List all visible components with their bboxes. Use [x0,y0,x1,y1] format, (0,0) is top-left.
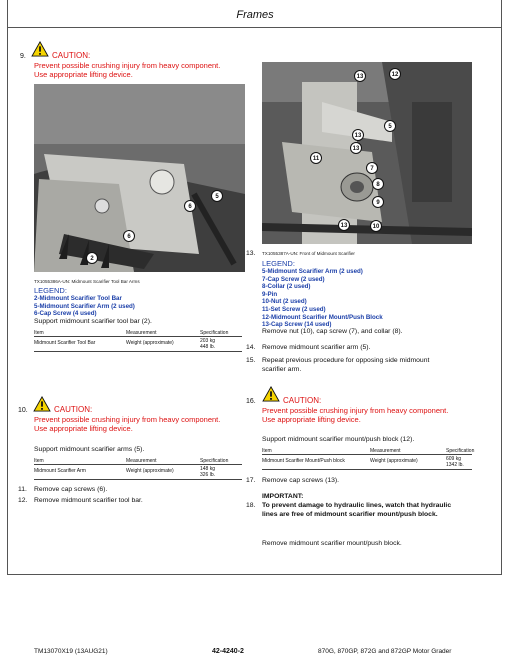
legend-item: 6-Cap Screw (4 used) [34,310,97,318]
important-text: lines are free of midmount scarifier mount/push block. [262,511,438,518]
spec-item: Midmount Scarifier Tool Bar [34,340,96,346]
spec-value: 203 kg [200,338,216,344]
caution-label: CAUTION: [52,51,91,60]
spec-header-item: Item [34,458,44,464]
step-number: 11. [18,486,27,493]
legend-item: 2-Midmount Scarifier Tool Bar [34,295,122,302]
warning-text: Prevent possible crushing injury from heavy component. [34,61,221,70]
legend-list [34,295,135,318]
warning-icon [33,396,51,417]
callout-9: 9 [372,196,384,208]
spec-item: Midmount Scarifier Arm [34,468,86,474]
spec-measurement: Weight (approximate) [126,468,174,474]
page-title: Frames [236,9,274,21]
caution-label: CAUTION: [283,396,322,405]
spec-table [34,458,242,486]
step-number: 15. [246,357,256,364]
table-rule [262,469,472,470]
important-text: To prevent damage to hydraulic lines, watch that hydraulic [262,502,452,509]
legend-item: 8-Collar (2 used) [262,283,311,291]
legend-item: 9-Pin [262,290,278,298]
spec-value: 1342 lb. [446,462,464,468]
warning-icon [262,386,280,407]
warning-text: Prevent possible crushing injury from heavy component. [262,406,449,415]
callout-12: 12 [389,68,401,80]
legend-item: 13-Cap Screw (14 used) [262,321,332,329]
callout-8: 8 [372,178,384,190]
callout-10: 10 [370,220,382,232]
instruction-text: Remove midmount scarifier arm (5). [262,344,371,351]
instruction-text: Remove cap screws (13). [262,477,340,484]
instruction-text: Remove cap screws (6). [34,486,108,493]
footer-page-number: 42-4240-2 [212,648,244,655]
callout-5: 5 [211,190,223,202]
callout-13: 13 [352,129,364,141]
important-label: IMPORTANT: [262,493,304,500]
spec-value: 609 kg [446,456,462,462]
instruction-text: Support midmount scarifier arms (5). [34,446,145,453]
table-rule [262,454,472,455]
figure-caption: TX1055386A-UN: Midmount Scarifier Tool Bar Arms [34,279,140,284]
warning-icon [31,41,49,62]
callout-13: 13 [350,142,362,154]
step-number: 10. [18,407,28,414]
instruction-text: Remove midmount scarifier mount/push block. [262,540,402,547]
callout-5: 5 [384,120,396,132]
spec-measurement: Weight (approximate) [370,458,418,464]
spec-header-specification: Specification [200,330,229,336]
table-rule [34,336,242,337]
instruction-text: Remove nut (10), cap screw (7), and collar (8). [262,328,403,335]
scarifier-tool-bar-photo [34,84,245,272]
legend-item: 10-Nut (2 used) [262,298,307,306]
spec-value: 326 lb. [200,472,216,478]
warning-text: Use appropriate lifting device. [262,415,361,424]
table-rule [34,464,242,465]
callout-6: 6 [123,230,135,242]
spec-table [262,448,475,476]
legend-item: 12-Midmount Scarifier Mount/Push Block [262,313,383,321]
callout-2: 2 [86,252,98,264]
callout-6: 6 [184,200,196,212]
spec-header-specification: Specification [446,448,475,454]
header-divider [7,27,502,28]
step-number: 17. [246,477,256,484]
spec-header-measurement: Measurement [126,458,157,464]
caution-label: CAUTION: [54,405,93,414]
step-number: 13. [246,250,256,257]
legend-item: 5-Midmount Scarifier Arm (2 used) [34,302,135,310]
instruction-text: Support midmount scarifier tool bar (2). [34,318,152,325]
callout-13: 13 [354,70,366,82]
spec-header-item: Item [34,330,44,336]
table-rule [34,479,242,480]
instruction-text: Support midmount scarifier mount/push block (12). [262,436,415,443]
legend-title: LEGEND: [34,286,67,295]
instruction-text: Repeat previous procedure for opposing side midmount [262,357,430,364]
table-rule [34,351,242,352]
callout-13: 13 [338,219,350,231]
spec-measurement: Weight (approximate) [126,340,174,346]
instruction-text: scarifier arm. [262,366,302,373]
spec-header-measurement: Measurement [126,330,157,336]
step-number: 14. [246,344,256,351]
callout-11: 11 [310,152,322,164]
legend-item: 7-Cap Screw (2 used) [262,275,325,283]
footer-doc-id: TM13070X19 (13AUG21) [34,648,108,655]
legend-item: 11-Set Screw (2 used) [262,305,326,313]
spec-header-item: Item [262,448,272,454]
spec-header-measurement: Measurement [370,448,401,454]
warning-text: Use appropriate lifting device. [34,424,133,433]
legend-item: 5-Midmount Scarifier Arm (2 used) [262,268,363,275]
step-number: 12. [18,497,28,504]
spec-table [34,330,242,358]
spec-header-specification: Specification [200,458,229,464]
legend-list [262,268,383,329]
figure-caption: TX1055387A-UN: Front of Midmount Scarifier [262,251,355,256]
footer-model: 870G, 870GP, 872G and 872GP Motor Grader [318,648,452,655]
midmount-scarifier-front-photo [262,62,472,244]
step-number: 18. [246,502,256,509]
instruction-text: Remove midmount scarifier tool bar. [34,497,143,504]
spec-item: Midmount Scarifier Mount/Push block [262,458,345,464]
step-number: 9. [20,53,26,60]
callout-7: 7 [366,162,378,174]
spec-value: 448 lb. [200,344,216,350]
warning-text: Prevent possible crushing injury from heavy component. [34,415,221,424]
spec-value: 148 kg [200,466,216,472]
step-number: 16. [246,398,256,405]
warning-text: Use appropriate lifting device. [34,70,133,79]
legend-title: LEGEND: [262,259,295,268]
